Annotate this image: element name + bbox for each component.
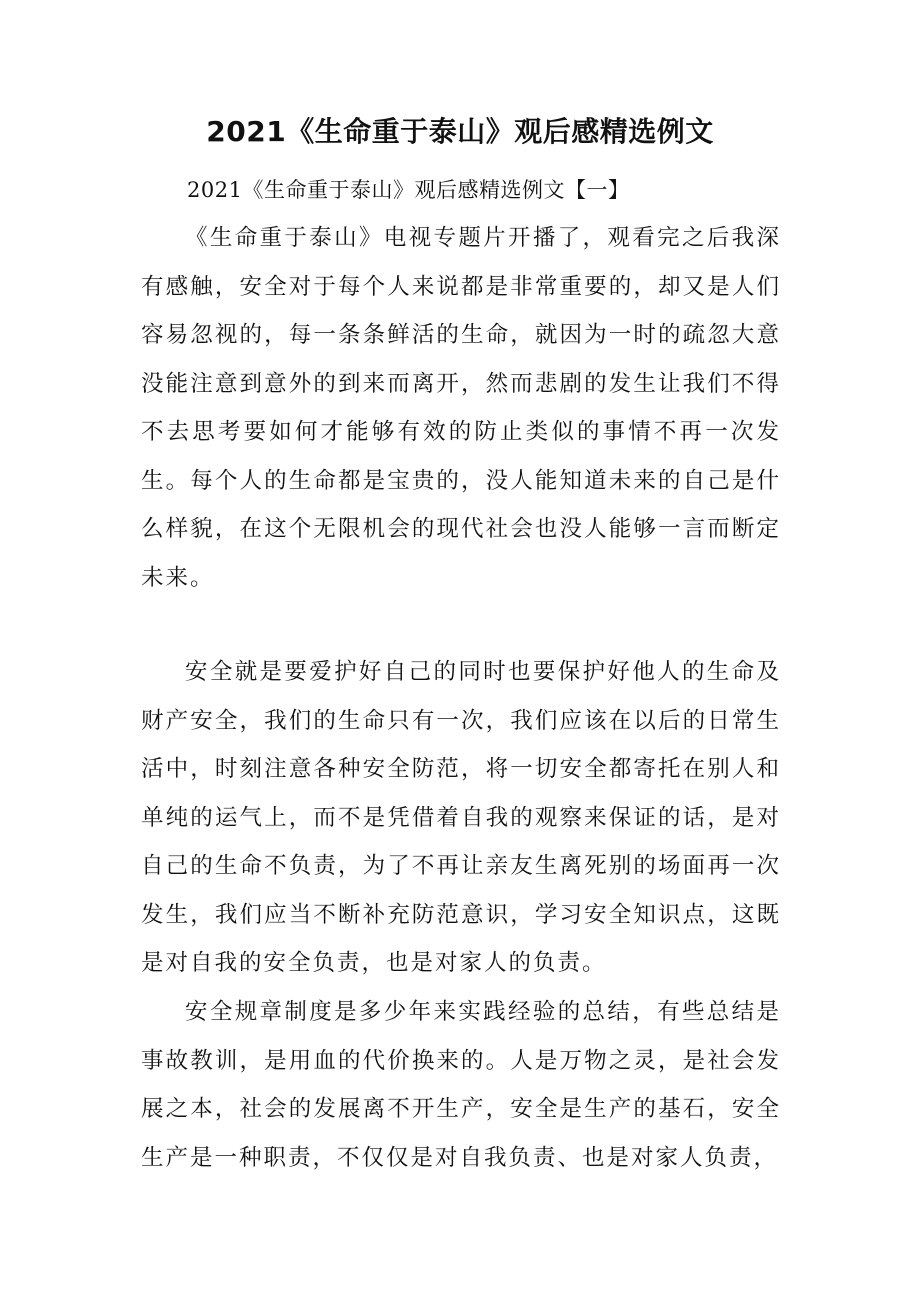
- paragraph-3: 安全规章制度是多少年来实践经验的总结，有些总结是事故教训，是用血的代价换来的。人是万物之灵，是社会发展之本，社会的发展离不开生产，安全是生产的基石，安全生产是一种职责，不仅仅是对自我负责、也是对家人负责，: [141, 999, 781, 1171]
- paragraph-2: 安全就是要爱护好自己的同时也要保护好他人的生命及财产安全，我们的生命只有一次，我们应该在以后的日常生活中，时刻注意各种安全防范，将一切安全都寄托在别人和单纯的运气上，而不是凭借着自我的观察来保证的话，是对自己的生命不负责，为了不再让亲友生离死别的场面再一次发生，我们应当不断补充防范意识，学习安全知识点，这既是对自我的安全负责，也是对家人的负责。: [141, 659, 781, 976]
- section-heading: 2021《生命重于泰山》观后感精选例文【一】: [187, 178, 630, 202]
- paragraph-1: 《生命重于泰山》电视专题片开播了，观看完之后我深有感触，安全对于每个人来说都是非常重要的，却又是人们容易忽视的，每一条条鲜活的生命，就因为一时的疏忽大意没能注意到意外的到来而离开，然而悲剧的发生让我们不得不去思考要如何才能够有效的防止类似的事情不再一次发生。每个人的生命都是宝贵的，没人能知道未来的自己是什么样貌，在这个无限机会的现代社会也没人能够一言而断定未来。: [141, 225, 781, 591]
- document-title: 2021《生命重于泰山》观后感精选例文: [206, 115, 714, 148]
